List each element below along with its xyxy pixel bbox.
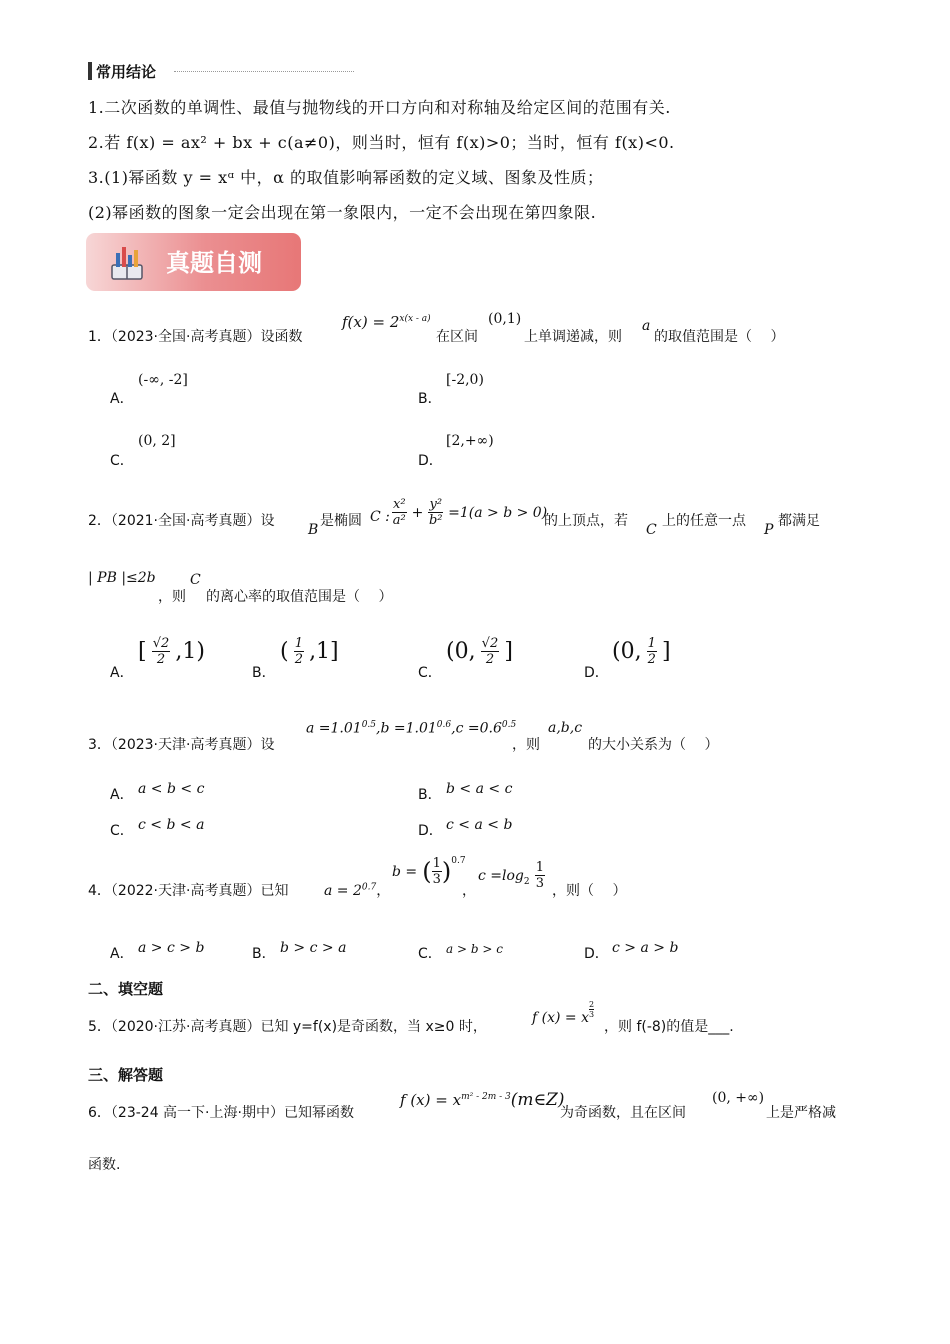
q1-option-b[interactable]: [-2,0) [446, 372, 484, 388]
q1-end: 的取值范围是（ ） [654, 329, 785, 345]
q2-c3: C [190, 572, 201, 588]
question-source: （2021·全国·高考真题）设 [110, 513, 275, 529]
fraction [647, 636, 657, 667]
q2-t1: 是椭圆 [320, 513, 362, 529]
log-base: 2 [523, 877, 530, 888]
q2-option-b[interactable] [280, 636, 339, 667]
numerator: √2 [152, 636, 170, 651]
exp-a: 0.5 [361, 720, 377, 730]
q1-option-b-label[interactable]: B． [418, 391, 442, 407]
fraction [152, 636, 171, 667]
b-exp: 0.7 [451, 856, 466, 866]
denominator: 2 [156, 652, 166, 667]
fraction [481, 636, 500, 667]
q2-c: C [646, 522, 657, 538]
question-number: 1． [88, 329, 111, 345]
q5-exp-fraction [589, 1000, 594, 1019]
q1-option-c-label[interactable]: C． [110, 453, 134, 469]
question-source: （2023·天津·高考真题）设 [110, 737, 275, 753]
q3-option-a[interactable]: a < b < c [138, 781, 205, 797]
q2-option-a-label[interactable]: A． [110, 665, 134, 681]
bracket-left: ( [280, 639, 289, 664]
q6-t3: 函数. [88, 1157, 121, 1173]
section-divider [174, 71, 354, 72]
q2-ellipse-name: C : [370, 509, 390, 525]
bracket-right: ,1) [175, 639, 205, 664]
q2-t3: 上的任意一点 [662, 513, 746, 529]
q3-expression [306, 720, 516, 737]
q2-t6: 的离心率的取值范围是（ ） [206, 589, 393, 605]
q5-tail-text: ，则 f(-8)的值是 [604, 1019, 709, 1035]
q1-func-base: f(x) = 2 [342, 313, 400, 331]
q2-option-c-label[interactable]: C． [418, 665, 442, 681]
q1-option-d-label[interactable]: D． [418, 453, 443, 469]
q6-cond: (m∈Z) [510, 1090, 565, 1110]
conclusion-1: 1.二次函数的单调性、最值与抛物线的开口方向和对称轴及给定区间的范围有关. [88, 98, 671, 117]
fraction [392, 497, 407, 528]
q4-tail: ，则（ ） [552, 883, 627, 899]
q4-option-a[interactable]: a > c > b [138, 940, 205, 956]
q1-mid: 在区间 [436, 329, 478, 345]
bracket-right: ] [662, 639, 671, 664]
fraction [428, 497, 443, 528]
denominator: 2 [647, 652, 656, 667]
q4-option-c[interactable]: a > b > c [446, 942, 503, 956]
question-1 [88, 326, 302, 346]
numerator: 1 [535, 860, 544, 875]
q1-option-c[interactable]: (0, 2] [138, 433, 176, 449]
numerator: 1 [432, 856, 441, 871]
expr-c: ,c =0.6 [451, 720, 502, 737]
q2-p: P [764, 522, 774, 538]
numerator: 1 [294, 636, 303, 651]
numerator: √2 [481, 636, 499, 651]
q4-a: $a = 2^{0.7}$， [324, 882, 391, 899]
q3-option-c-label[interactable]: C． [110, 823, 134, 839]
q3-option-d-label[interactable]: D． [418, 823, 443, 839]
section-title: 常用结论 [96, 63, 157, 81]
denominator: 3 [535, 876, 544, 891]
denominator: a² [392, 513, 406, 528]
question-6 [88, 1102, 354, 1122]
q5-func-base: f (x) = x [532, 1010, 589, 1026]
q1-function [342, 313, 431, 331]
bracket-right: ] [504, 639, 513, 664]
q1-option-a-label[interactable]: A． [110, 391, 134, 407]
q6-t1: 为奇函数，且在区间 [560, 1105, 686, 1121]
q1-func-exp: x(x - a) [399, 314, 431, 324]
q2-t2: 的上顶点，若 [544, 513, 628, 529]
denominator: 3 [588, 1010, 595, 1019]
q5-function [532, 1000, 595, 1026]
q6-interval: (0, +∞) [712, 1090, 765, 1106]
q6-t2: 上是严格减 [766, 1105, 836, 1121]
q4-option-a-label[interactable]: A． [110, 946, 134, 962]
numerator: 2 [588, 1000, 595, 1009]
q6-function [400, 1090, 565, 1110]
q3-t1: ，则 [512, 737, 540, 753]
question-source: （2020·江苏·高考真题）已知 y=f(x)是奇函数，当 x≥0 时， [110, 1019, 487, 1035]
expr-a: a =1.01 [306, 720, 362, 737]
numerator: x² [393, 497, 406, 512]
expr-b: ,b =1.01 [376, 720, 437, 737]
q2-t4: 都满足 [778, 513, 820, 529]
section-marker [88, 62, 92, 80]
q4-option-d[interactable]: c > a > b [612, 940, 679, 956]
question-5 [88, 1016, 487, 1036]
q1-var: a [642, 318, 651, 334]
c-label: c =log [478, 868, 524, 884]
conclusion-4: (2)幂函数的图象一定会出现在第一象限内，一定不会出现在第四象限. [88, 203, 597, 222]
question-number: 6． [88, 1105, 111, 1121]
question-source: （23-24 高一下·上海·期中）已知幂函数 [110, 1105, 354, 1121]
banner-title: 真题自测 [166, 249, 262, 277]
conclusion-3: 3.(1)幂函数 y = xᵅ 中，α 的取值影响幂函数的定义域、图象及性质； [88, 168, 604, 187]
q3-option-b-label[interactable]: B． [418, 787, 442, 803]
q2-t5: ，则 [158, 589, 186, 605]
q2-ellipse-eq: $\frac{\text{x²}}{\text{a²}}$ + $\frac{\text{y²}}{\text{b²}}$ =1(a > b > 0) [392, 497, 548, 528]
q1-tail: 上单调递减，则 [524, 329, 622, 345]
q4-c [478, 860, 545, 891]
q1-option-a[interactable]: (-∞, -2] [138, 372, 188, 388]
fill-heading: 二、填空题 [88, 980, 164, 998]
question-number: 5． [88, 1019, 111, 1035]
bracket-right: ,1] [309, 639, 339, 664]
exp-b: 0.6 [436, 720, 452, 730]
q3-option-d[interactable]: c < a < b [446, 817, 513, 833]
fraction [294, 636, 304, 667]
q2-cond: =1(a > b > 0) [448, 505, 548, 521]
denominator: 3 [432, 872, 441, 887]
bracket-left: (0, [612, 639, 642, 664]
question-number: 3． [88, 737, 111, 753]
q3-option-a-label[interactable]: A． [110, 787, 134, 803]
q5-tail [604, 1016, 734, 1036]
q6-func-base: f (x) = x [400, 1091, 462, 1109]
numerator: 1 [647, 636, 656, 651]
answer-blank[interactable]: ___. [708, 1019, 734, 1035]
question-2 [88, 510, 274, 530]
q4-comma: ， [462, 883, 476, 899]
q4-option-b[interactable]: b > c > a [280, 940, 347, 956]
q2-option-d[interactable] [612, 636, 671, 667]
question-number: 2． [88, 513, 111, 529]
a-base: a = 2 [324, 883, 362, 899]
q4-b: b = ( $\frac{1}{3}$ )$^{0.7}$ [392, 856, 466, 887]
q3-t2: 的大小关系为（ ） [588, 737, 719, 753]
book-chart-icon [110, 243, 144, 285]
q2-option-c[interactable] [446, 636, 513, 667]
bracket-left: (0, [446, 639, 476, 664]
q1-option-d[interactable]: [2,+∞) [446, 433, 494, 449]
question-source: （2022·天津·高考真题）已知 [110, 883, 289, 899]
exp-c: 0.5 [501, 720, 517, 730]
q4-option-c-label[interactable]: C． [418, 946, 442, 962]
q1-interval: (0,1) [488, 311, 522, 327]
b-label: b = [392, 864, 418, 880]
denominator: 2 [485, 652, 495, 667]
answer-heading: 三、解答题 [88, 1066, 164, 1084]
q6-func-exp: m² - 2m - 3 [461, 1092, 511, 1102]
a-exp: 0.7 [361, 882, 377, 893]
q2-option-d-label[interactable]: D． [584, 665, 609, 681]
fraction [535, 860, 545, 891]
q2-point-b: B [308, 522, 319, 538]
conclusion-2: 2.若 f(x) = ax² + bx + c(a≠0)，则当时，恒有 f(x)>0；当时，恒有 f(x)<0. [88, 133, 675, 152]
question-number: 4． [88, 883, 111, 899]
q2-pb: | PB |≤2b [88, 570, 156, 586]
bracket-left: [ [138, 639, 147, 664]
q2-option-b-label[interactable]: B． [252, 665, 276, 681]
denominator: b² [428, 513, 443, 528]
q2-option-a[interactable] [138, 636, 205, 667]
q4-option-b-label[interactable]: B． [252, 946, 276, 962]
numerator: y² [429, 497, 443, 512]
q3-vars: a,b,c [548, 720, 583, 736]
q3-option-b[interactable]: b < a < c [446, 781, 513, 797]
q4-option-d-label[interactable]: D． [584, 946, 609, 962]
q3-option-c[interactable]: c < b < a [138, 817, 205, 833]
question-source: （2023·全国·高考真题）设函数 [110, 329, 303, 345]
fraction [432, 856, 442, 887]
denominator: 2 [294, 652, 303, 667]
question-4 [88, 880, 288, 900]
question-3 [88, 734, 274, 754]
